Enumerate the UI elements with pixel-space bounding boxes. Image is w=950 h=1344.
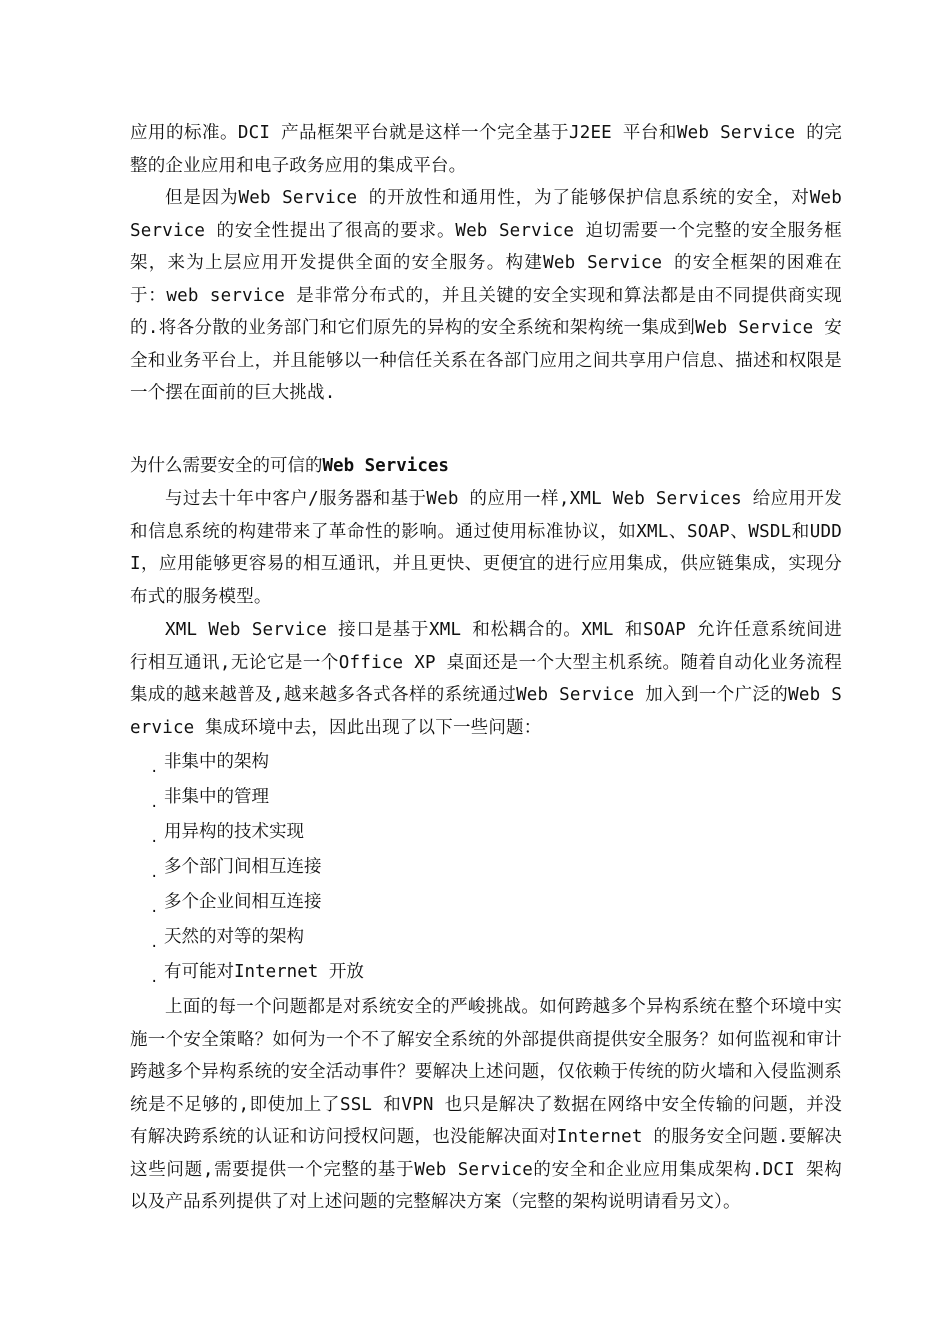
list-item	[130, 780, 364, 815]
list-item-text: 天然的对等的架构	[164, 927, 304, 947]
section-heading	[130, 450, 842, 483]
list-item	[130, 885, 364, 920]
bullet-icon: .	[150, 795, 159, 811]
list-item	[130, 745, 364, 780]
bullet-icon: .	[150, 900, 159, 916]
section-heading-latin: Web Services	[322, 456, 449, 476]
list-item	[130, 955, 364, 990]
section-heading-cn: 为什么需要安全的可信的	[130, 456, 323, 476]
bullet-icon: .	[150, 830, 159, 846]
list-item-text: 非集中的架构	[164, 752, 269, 772]
list-item	[130, 920, 364, 955]
paragraph-5: 上面的每一个问题都是对系统安全的严峻挑战。如何跨越多个异构系统在整个环境中实施一个安全策略？如何为一个不了解安全系统的外部提供商提供安全服务？如何监视和审计跨越多个异构系统的安全活动事件？要解决上述问题，仅依赖于传统的防火墙和入侵监测系统是不足够的,即使加上了SSL 和VPN 也只是解决了数据在网络中安全传输的问题，并没有解决跨系统的认证和访问授权问题，也没能解决面对Internet 的服务安全问题.要解决这些问题,需要提供一个完整的基于Web Service的安全和企业应用集成架构.DCI 架构以及产品系列提供了对上述问题的完整解决方案（完整的架构说明请看另文）。	[130, 997, 842, 1212]
list-item-text: 用异构的技术实现	[164, 822, 304, 842]
bullet-icon: .	[150, 935, 159, 951]
bullet-icon: .	[150, 970, 159, 986]
list-item	[130, 850, 364, 885]
paragraph-3: 与过去十年中客户/服务器和基于Web 的应用一样,XML Web Services 给应用开发和信息系统的构建带来了革命性的影响。通过使用标准协议，如XML、SOAP、WSDL和UDDI，应用能够更容易的相互通讯，并且更快、更便宜的进行应用集成，供应链集成，实现分布式的服务模型。	[130, 489, 842, 607]
list-item-text: 多个部门间相互连接	[164, 857, 322, 877]
paragraph-4: XML Web Service 接口是基于XML 和松耦合的。XML 和SOAP 允许任意系统间进行相互通讯,无论它是一个Office XP 桌面还是一个大型主机系统。随着自动化业务流程集成的越来越普及,越来越多各式各样的系统通过Web Service 加入到一个广泛的Web Service 集成环境中去，因此出现了以下一些问题：	[130, 620, 842, 738]
paragraph-2: 但是因为Web Service 的开放性和通用性，为了能够保护信息系统的安全，对Web Service 的安全性提出了很高的要求。Web Service 迫切需要一个完整的安全服务框架，来为上层应用开发提供全面的安全服务。构建Web Service 的安全框架的困难在于：web service 是非常分布式的，并且关键的安全实现和算法都是由不同提供商实现的.将各分散的业务部门和它们原先的异构的安全系统和架构统一集成到Web Service 安全和业务平台上，并且能够以一种信任关系在各部门应用之间共享用户信息、描述和权限是一个摆在面前的巨大挑战.	[130, 188, 842, 403]
issue-list	[130, 745, 364, 990]
list-item-text: 非集中的管理	[164, 787, 269, 807]
list-item	[130, 815, 364, 850]
bullet-icon: .	[150, 865, 159, 881]
list-item-text: 有可能对Internet 开放	[164, 962, 364, 982]
paragraph-1: 应用的标准。DCI 产品框架平台就是这样一个完全基于J2EE 平台和Web Service 的完整的企业应用和电子政务应用的集成平台。	[130, 123, 842, 176]
list-item-text: 多个企业间相互连接	[164, 892, 322, 912]
bullet-icon: .	[150, 760, 159, 776]
